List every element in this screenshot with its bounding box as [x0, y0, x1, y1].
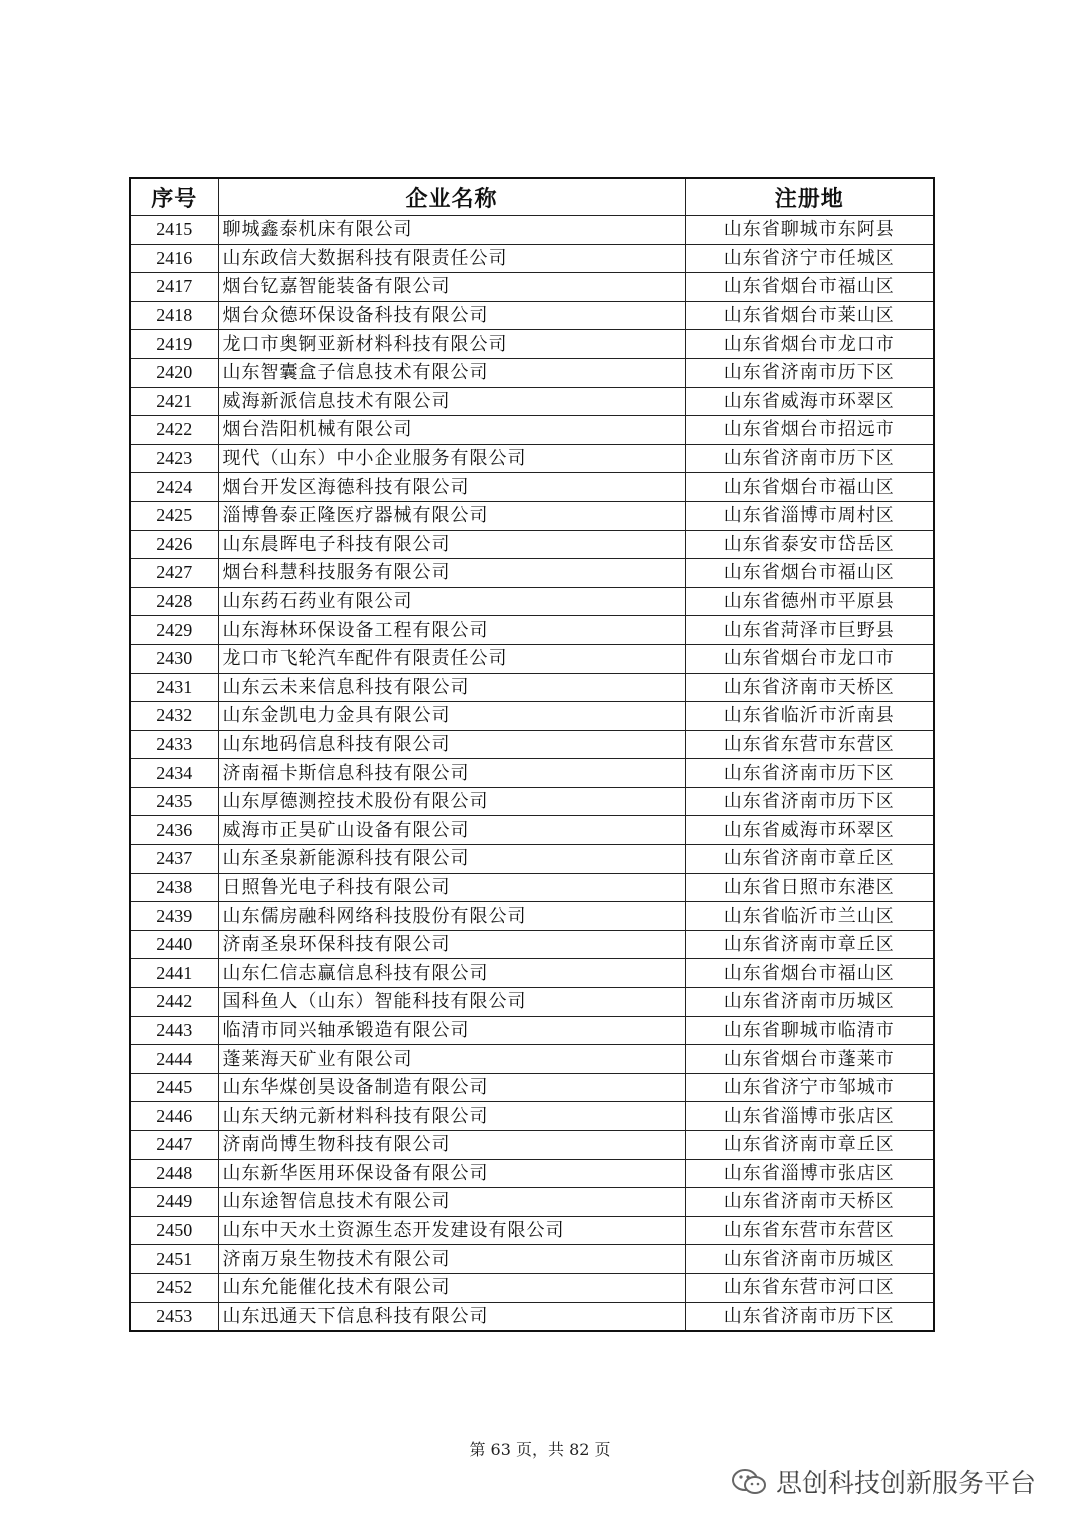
- cell-serial-number: 2442: [130, 988, 218, 1017]
- cell-serial-number: 2427: [130, 559, 218, 588]
- cell-company-name: 威海新派信息技术有限公司: [218, 387, 685, 416]
- cell-serial-number: 2435: [130, 787, 218, 816]
- cell-registration-place: 山东省聊城市临清市: [685, 1016, 934, 1045]
- table-row: [130, 530, 934, 559]
- cell-serial-number: 2423: [130, 444, 218, 473]
- table-row: [130, 358, 934, 387]
- cell-company-name: 山东金凯电力金具有限公司: [218, 702, 685, 731]
- table-row: [130, 587, 934, 616]
- table-row: [130, 959, 934, 988]
- table-row: [130, 702, 934, 731]
- table-row: [130, 673, 934, 702]
- cell-serial-number: 2420: [130, 358, 218, 387]
- table-row: [130, 473, 934, 502]
- cell-company-name: 日照鲁光电子科技有限公司: [218, 873, 685, 902]
- cell-serial-number: 2421: [130, 387, 218, 416]
- table-row: [130, 816, 934, 845]
- cell-serial-number: 2416: [130, 244, 218, 273]
- cell-serial-number: 2448: [130, 1159, 218, 1188]
- cell-registration-place: 山东省菏泽市巨野县: [685, 616, 934, 645]
- cell-serial-number: 2431: [130, 673, 218, 702]
- cell-registration-place: 山东省威海市环翠区: [685, 816, 934, 845]
- cell-registration-place: 山东省济南市历下区: [685, 1302, 934, 1331]
- cell-registration-place: 山东省烟台市招远市: [685, 416, 934, 445]
- cell-serial-number: 2441: [130, 959, 218, 988]
- cell-company-name: 烟台浩阳机械有限公司: [218, 416, 685, 445]
- cell-company-name: 烟台开发区海德科技有限公司: [218, 473, 685, 502]
- cell-registration-place: 山东省德州市平原县: [685, 587, 934, 616]
- cell-serial-number: 2436: [130, 816, 218, 845]
- cell-company-name: 淄博鲁泰正隆医疗器械有限公司: [218, 501, 685, 530]
- cell-company-name: 山东迅通天下信息科技有限公司: [218, 1302, 685, 1331]
- table-row: [130, 873, 934, 902]
- cell-registration-place: 山东省淄博市张店区: [685, 1102, 934, 1131]
- cell-registration-place: 山东省泰安市岱岳区: [685, 530, 934, 559]
- cell-registration-place: 山东省济南市历下区: [685, 444, 934, 473]
- cell-registration-place: 山东省济南市章丘区: [685, 930, 934, 959]
- table-row: [130, 787, 934, 816]
- table-row: [130, 759, 934, 788]
- cell-serial-number: 2449: [130, 1188, 218, 1217]
- cell-company-name: 山东天纳元新材料科技有限公司: [218, 1102, 685, 1131]
- cell-registration-place: 山东省济南市章丘区: [685, 1131, 934, 1160]
- cell-serial-number: 2419: [130, 330, 218, 359]
- cell-registration-place: 山东省济南市天桥区: [685, 673, 934, 702]
- table-row: [130, 1131, 934, 1160]
- cell-serial-number: 2425: [130, 501, 218, 530]
- page-number: 第 63 页，共 82 页: [469, 1440, 611, 1459]
- header-serial-number: 序号: [130, 178, 218, 216]
- header-company-name: 企业名称: [218, 178, 685, 216]
- cell-company-name: 烟台钇嘉智能装备有限公司: [218, 273, 685, 302]
- enterprise-table: [129, 177, 935, 1332]
- table-row: [130, 902, 934, 931]
- cell-serial-number: 2434: [130, 759, 218, 788]
- cell-serial-number: 2439: [130, 902, 218, 931]
- cell-company-name: 国科鱼人（山东）智能科技有限公司: [218, 988, 685, 1017]
- table-row: [130, 730, 934, 759]
- cell-company-name: 济南万泉生物技术有限公司: [218, 1245, 685, 1274]
- table-row: [130, 988, 934, 1017]
- cell-company-name: 山东途智信息技术有限公司: [218, 1188, 685, 1217]
- cell-serial-number: 2438: [130, 873, 218, 902]
- cell-company-name: 山东政信大数据科技有限责任公司: [218, 244, 685, 273]
- table-row: [130, 1159, 934, 1188]
- cell-serial-number: 2432: [130, 702, 218, 731]
- table-row: [130, 1188, 934, 1217]
- cell-registration-place: 山东省东营市东营区: [685, 730, 934, 759]
- cell-company-name: 山东地码信息科技有限公司: [218, 730, 685, 759]
- cell-serial-number: 2443: [130, 1016, 218, 1045]
- table-row: [130, 216, 934, 245]
- table-row: [130, 387, 934, 416]
- cell-company-name: 山东中天水土资源生态开发建设有限公司: [218, 1216, 685, 1245]
- cell-registration-place: 山东省淄博市张店区: [685, 1159, 934, 1188]
- cell-company-name: 聊城鑫泰机床有限公司: [218, 216, 685, 245]
- cell-registration-place: 山东省烟台市蓬莱市: [685, 1045, 934, 1074]
- cell-company-name: 山东新华医用环保设备有限公司: [218, 1159, 685, 1188]
- cell-company-name: 现代（山东）中小企业服务有限公司: [218, 444, 685, 473]
- cell-registration-place: 山东省济南市历下区: [685, 358, 934, 387]
- cell-company-name: 山东智囊盒子信息技术有限公司: [218, 358, 685, 387]
- cell-company-name: 山东晨晖电子科技有限公司: [218, 530, 685, 559]
- cell-serial-number: 2437: [130, 845, 218, 874]
- cell-company-name: 龙口市飞轮汽车配件有限责任公司: [218, 644, 685, 673]
- cell-registration-place: 山东省济南市章丘区: [685, 845, 934, 874]
- cell-company-name: 蓬莱海天矿业有限公司: [218, 1045, 685, 1074]
- cell-registration-place: 山东省烟台市龙口市: [685, 330, 934, 359]
- cell-serial-number: 2429: [130, 616, 218, 645]
- cell-registration-place: 山东省聊城市东阿县: [685, 216, 934, 245]
- table-row: [130, 930, 934, 959]
- cell-serial-number: 2424: [130, 473, 218, 502]
- cell-company-name: 济南福卡斯信息科技有限公司: [218, 759, 685, 788]
- cell-registration-place: 山东省济南市历下区: [685, 759, 934, 788]
- cell-registration-place: 山东省烟台市福山区: [685, 473, 934, 502]
- cell-registration-place: 山东省烟台市福山区: [685, 273, 934, 302]
- cell-registration-place: 山东省东营市东营区: [685, 1216, 934, 1245]
- table-row: [130, 1045, 934, 1074]
- header-registration-place: 注册地: [685, 178, 934, 216]
- cell-company-name: 山东海林环保设备工程有限公司: [218, 616, 685, 645]
- cell-serial-number: 2447: [130, 1131, 218, 1160]
- table-row: [130, 444, 934, 473]
- watermark: [730, 1463, 1036, 1500]
- cell-serial-number: 2452: [130, 1273, 218, 1302]
- cell-registration-place: 山东省烟台市福山区: [685, 959, 934, 988]
- cell-registration-place: 山东省日照市东港区: [685, 873, 934, 902]
- cell-company-name: 山东儒房融科网络科技股份有限公司: [218, 902, 685, 931]
- cell-company-name: 山东华煤创昊设备制造有限公司: [218, 1073, 685, 1102]
- cell-serial-number: 2445: [130, 1073, 218, 1102]
- cell-company-name: 山东云未来信息科技有限公司: [218, 673, 685, 702]
- cell-serial-number: 2418: [130, 301, 218, 330]
- table-row: [130, 301, 934, 330]
- table-row: [130, 330, 934, 359]
- table-row: [130, 616, 934, 645]
- table-row: [130, 1273, 934, 1302]
- table-row: [130, 1073, 934, 1102]
- cell-company-name: 山东厚德测控技术股份有限公司: [218, 787, 685, 816]
- cell-registration-place: 山东省淄博市周村区: [685, 501, 934, 530]
- cell-serial-number: 2450: [130, 1216, 218, 1245]
- cell-serial-number: 2428: [130, 587, 218, 616]
- cell-company-name: 临清市同兴轴承锻造有限公司: [218, 1016, 685, 1045]
- cell-company-name: 山东仁信志赢信息科技有限公司: [218, 959, 685, 988]
- table-row: [130, 1302, 934, 1331]
- cell-company-name: 济南圣泉环保科技有限公司: [218, 930, 685, 959]
- table-row: [130, 273, 934, 302]
- cell-company-name: 山东允能催化技术有限公司: [218, 1273, 685, 1302]
- cell-registration-place: 山东省济宁市邹城市: [685, 1073, 934, 1102]
- cell-registration-place: 山东省烟台市莱山区: [685, 301, 934, 330]
- cell-company-name: 威海市正昊矿山设备有限公司: [218, 816, 685, 845]
- cell-registration-place: 山东省济南市历城区: [685, 988, 934, 1017]
- cell-registration-place: 山东省临沂市兰山区: [685, 902, 934, 931]
- table-row: [130, 1245, 934, 1274]
- cell-registration-place: 山东省烟台市福山区: [685, 559, 934, 588]
- cell-company-name: 济南尚博生物科技有限公司: [218, 1131, 685, 1160]
- cell-registration-place: 山东省济南市历下区: [685, 787, 934, 816]
- wechat-icon: [730, 1467, 768, 1497]
- cell-serial-number: 2444: [130, 1045, 218, 1074]
- cell-serial-number: 2415: [130, 216, 218, 245]
- cell-serial-number: 2433: [130, 730, 218, 759]
- table-row: [130, 845, 934, 874]
- cell-serial-number: 2422: [130, 416, 218, 445]
- cell-registration-place: 山东省济南市历城区: [685, 1245, 934, 1274]
- table-row: [130, 1016, 934, 1045]
- table-row: [130, 244, 934, 273]
- table-row: [130, 559, 934, 588]
- cell-serial-number: 2417: [130, 273, 218, 302]
- enterprise-table-container: [129, 177, 933, 1332]
- table-row: [130, 1102, 934, 1131]
- cell-serial-number: 2453: [130, 1302, 218, 1331]
- cell-company-name: 龙口市奥锕亚新材料科技有限公司: [218, 330, 685, 359]
- watermark-text: 思创科技创新服务平台: [776, 1469, 1037, 1499]
- table-row: [130, 644, 934, 673]
- cell-serial-number: 2446: [130, 1102, 218, 1131]
- cell-company-name: 山东药石药业有限公司: [218, 587, 685, 616]
- table-row: [130, 416, 934, 445]
- cell-serial-number: 2430: [130, 644, 218, 673]
- cell-company-name: 山东圣泉新能源科技有限公司: [218, 845, 685, 874]
- cell-registration-place: 山东省济宁市任城区: [685, 244, 934, 273]
- table-row: [130, 1216, 934, 1245]
- cell-serial-number: 2451: [130, 1245, 218, 1274]
- cell-company-name: 烟台科慧科技服务有限公司: [218, 559, 685, 588]
- cell-serial-number: 2440: [130, 930, 218, 959]
- cell-serial-number: 2426: [130, 530, 218, 559]
- cell-company-name: 烟台众德环保设备科技有限公司: [218, 301, 685, 330]
- cell-registration-place: 山东省东营市河口区: [685, 1273, 934, 1302]
- cell-registration-place: 山东省济南市天桥区: [685, 1188, 934, 1217]
- cell-registration-place: 山东省威海市环翠区: [685, 387, 934, 416]
- table-body: [130, 216, 934, 1332]
- cell-registration-place: 山东省临沂市沂南县: [685, 702, 934, 731]
- cell-registration-place: 山东省烟台市龙口市: [685, 644, 934, 673]
- table-row: [130, 501, 934, 530]
- table-header-row: [130, 178, 934, 216]
